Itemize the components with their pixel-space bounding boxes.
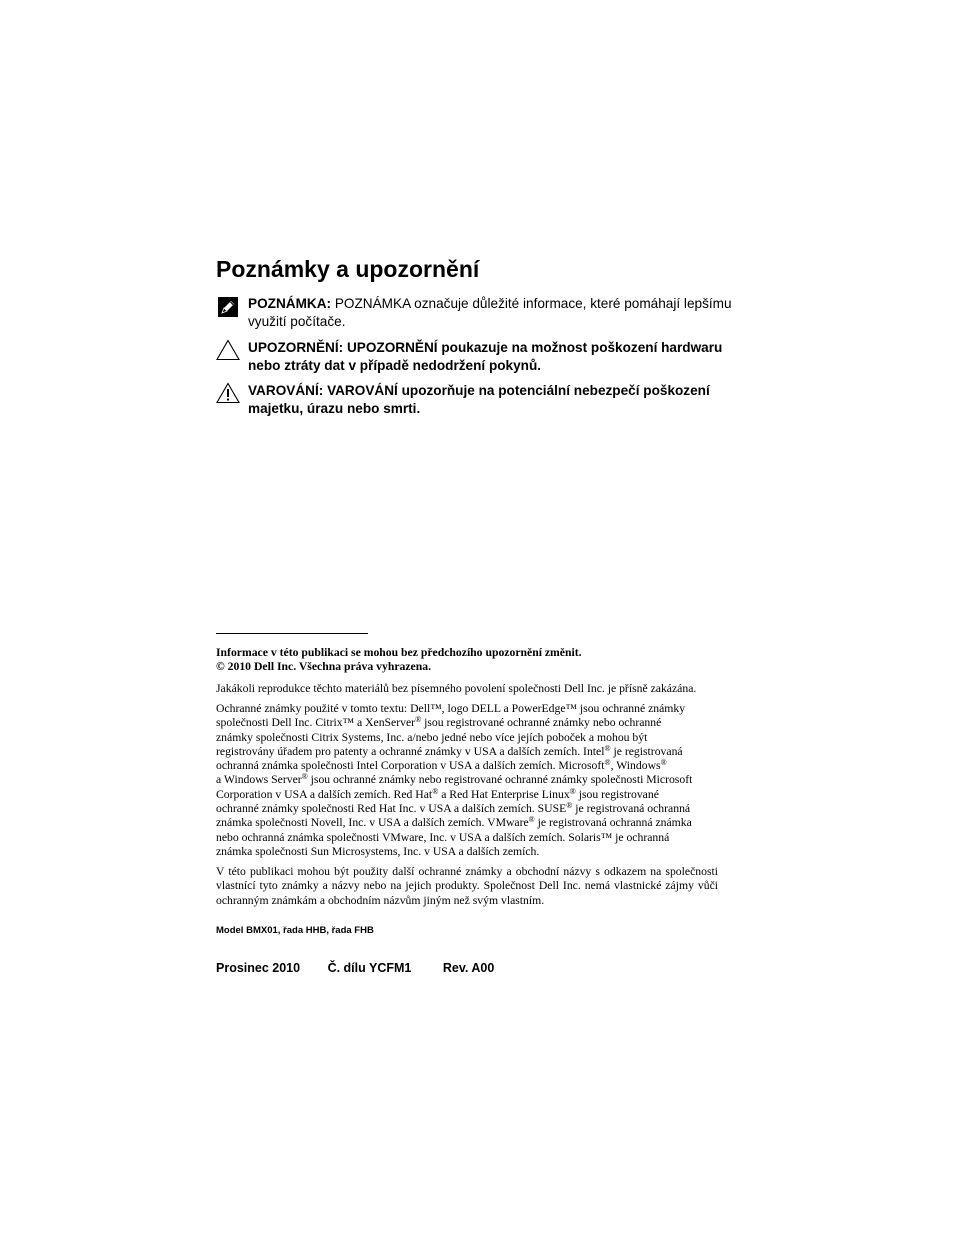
reproduction-notice: Jakákoli reprodukce těchto materiálů bez písemného povolení společnosti Dell Inc. je přísně zakázána.	[216, 682, 697, 695]
trademark-line: Ochranné známky použité v tomto textu: Dell™, logo DELL a PowerEdge™ jsou ochranné známky	[216, 702, 686, 715]
registered-mark: ®	[432, 786, 439, 796]
trademark-line: ochranné známky společnosti Red Hat Inc. v USA a dalších zemích. SUSE® je registrovaná ochranná	[216, 801, 691, 816]
caution-triangle-icon	[216, 339, 240, 361]
trademark-line: známky společnosti Citrix Systems, Inc. a/nebo jedné nebo více jejích poboček a mohou být	[216, 730, 648, 744]
trademark-line: nebo ochranná známka společnosti VMware, Inc. v USA a dalších zemích. Solaris™ je ochranná	[216, 830, 670, 844]
separator-rule	[216, 633, 368, 634]
registered-mark: ®	[660, 758, 667, 768]
registered-mark: ®	[528, 815, 535, 825]
trademark-line: registrovány úřadem pro patenty a ochranné známky v USA a dalších zemích. Intel® je registrovaná	[216, 743, 683, 758]
note-pencil-icon	[216, 296, 240, 318]
registered-mark: ®	[569, 786, 576, 796]
warning-exclamation-icon	[216, 382, 240, 404]
trademark-line: společnosti Dell Inc. Citrix™ a XenServer® jsou registrované ochranné známky nebo ochranné	[216, 715, 662, 730]
page-title: Poznámky a upozornění	[216, 256, 480, 282]
registered-mark: ®	[604, 758, 611, 768]
model-line: Model BMX01, řada HHB, řada FHB	[216, 925, 374, 936]
caution-text: UPOZORNĚNÍ poukazuje na možnost poškození hardwaru nebo ztráty dat v případě nedodržení pokynů.	[248, 340, 723, 373]
change-notice: Informace v této publikaci se mohou bez předchozího upozornění změnit.	[216, 646, 582, 659]
note-text: POZNÁMKA označuje důležité informace, které pomáhají lepšímu využití počítače.	[248, 296, 732, 329]
caution-label: UPOZORNĚNÍ:	[248, 340, 344, 355]
trademark-line: Corporation v USA a dalších zemích. Red Hat® a Red Hat Enterprise Linux® jsou registrované	[216, 786, 659, 801]
registered-mark: ®	[301, 772, 308, 782]
trademark-line: ochranná známka společnosti Intel Corporation v USA a dalších zemích. Microsoft®, Windows®	[216, 758, 667, 773]
copyright: © 2010 Dell Inc. Všechna práva vyhrazena.	[216, 660, 431, 673]
trademark-line: známka společnosti Novell, Inc. v USA a dalších zemích. VMware® je registrovaná ochranná známka	[216, 815, 692, 830]
warning-label: VAROVÁNÍ:	[248, 383, 324, 398]
warning-notice	[216, 382, 736, 417]
note-notice	[216, 295, 736, 330]
registered-mark: ®	[415, 715, 422, 725]
footer-date: Prosinec 2010	[216, 961, 301, 975]
trademarks-paragraph	[216, 702, 718, 859]
footer-part-number: Č. dílu YCFM1	[327, 961, 412, 975]
footer-revision: Rev. A00	[442, 961, 495, 975]
trademark-line: známka společnosti Sun Microsystems, Inc. v USA a dalších zemích.	[216, 844, 540, 858]
warning-text: VAROVÁNÍ upozorňuje na potenciální nebezpečí poškození majetku, úrazu nebo smrti.	[248, 383, 710, 416]
registered-mark: ®	[604, 743, 611, 753]
other-trademarks-paragraph: V této publikaci mohou být použity další ochranné známky a obchodní názvy s odkazem na společnosti vlastnící tyto známky a názvy nebo na jejich produkty. Společnost Dell Inc. nemá vlastnické zájmy vůči ochranným známkám a obchodním názvům jiným než svým vlastním.	[216, 865, 718, 907]
registered-mark: ®	[566, 801, 573, 811]
trademark-line: a Windows Server® jsou ochranné známky nebo registrované ochranné známky společnosti Microsoft	[216, 772, 693, 787]
caution-notice	[216, 339, 736, 374]
note-label: POZNÁMKA:	[248, 296, 332, 311]
publication-footer	[216, 961, 494, 975]
